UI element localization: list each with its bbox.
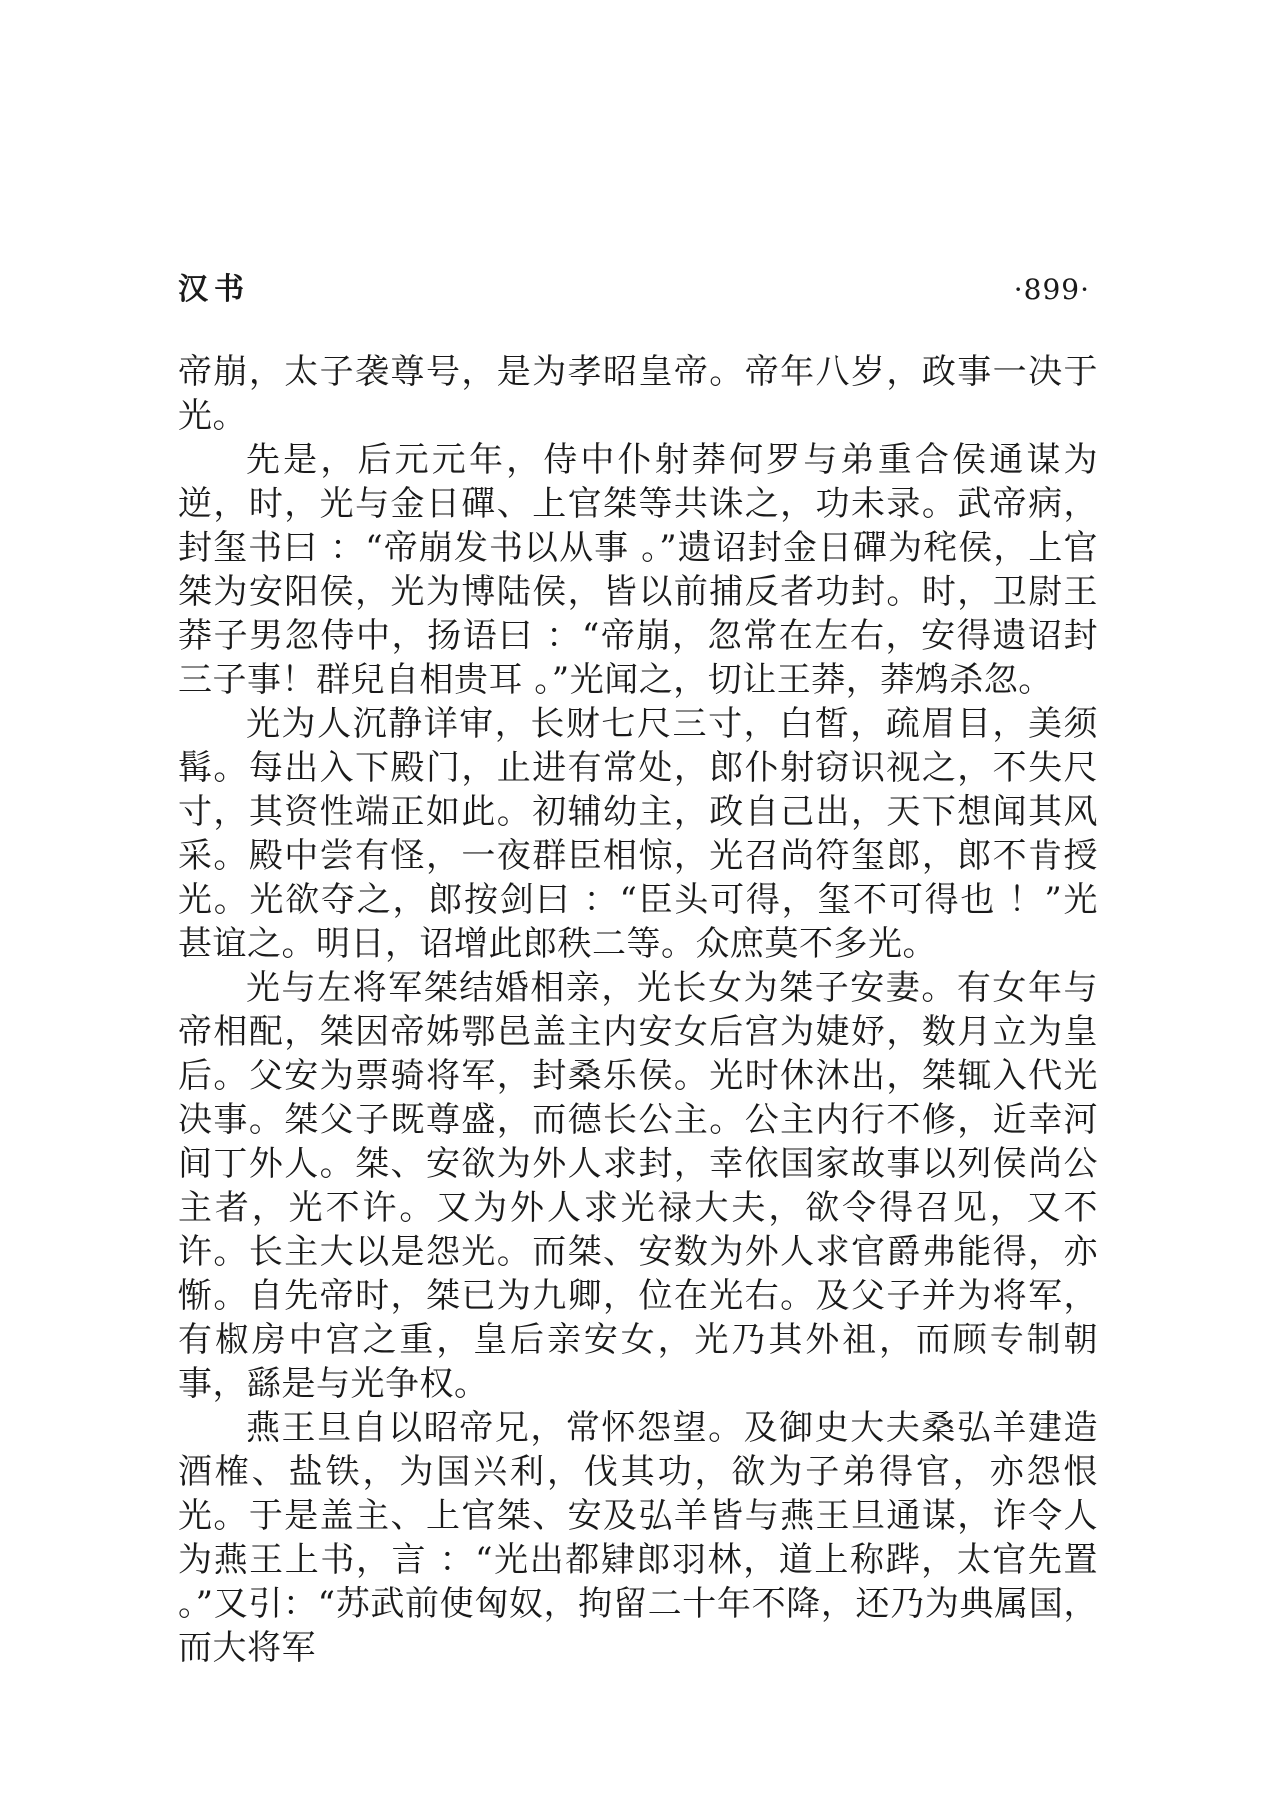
book-title: 汉书 <box>178 272 250 307</box>
page-number: ·899· <box>1013 273 1090 306</box>
paragraph-3: 光为人沉静详审，长财七尺三寸，白皙，疏眉目，美须髯。每出入下殿门，止进有常处，郎仆射窃识视之，不失尺寸，其资性端正如此。初辅幼主，政自己出，天下想闻其风采。殿中尝有怪，一夜群臣相惊，光召尚符玺郎，郎不肯授光。光欲夺之，郎按剑曰 ：“臣头可得，玺不可得也 ！”光甚谊之。明日，诏增此郎秩二等。众庶莫不多光。 <box>178 704 1098 964</box>
paragraph-2: 先是，后元元年，侍中仆射莽何罗与弟重合侯通谋为逆，时，光与金日磾、上官桀等共诛之，功未录。武帝病，封玺书曰 ：“帝崩发书以从事 。”遗诏封金日磾为秺侯，上官桀为安阳侯，光为博陆侯，皆以前捕反者功封。时，卫尉王莽子男忽侍中，扬语曰 ：“帝崩，忽常在左右，安得遗诏封三子事！群兒自相贵耳 。”光闻之，切让王莽，莽鸩杀忽。 <box>178 440 1098 700</box>
paragraph-1: 帝崩，太子袭尊号，是为孝昭皇帝。帝年八岁，政事一决于光。 <box>178 352 1098 436</box>
paragraph-4: 光与左将军桀结婚相亲，光长女为桀子安妻。有女年与帝相配，桀因帝姊鄂邑盖主内安女后宫为婕妤，数月立为皇后。父安为票骑将军，封桑乐侯。光时休沐出，桀辄入代光决事。桀父子既尊盛，而德长公主。公主内行不修，近幸河间丁外人。桀、安欲为外人求封，幸依国家故事以列侯尚公主者，光不许。又为外人求光禄大夫，欲令得召见，又不许。长主大以是怨光。而桀、安数为外人求官爵弗能得，亦惭。自先帝时，桀已为九卿，位在光右。及父子并为将军，有椒房中宫之重，皇后亲安女，光乃其外祖，而顾专制朝事，繇是与光争权。 <box>178 968 1098 1404</box>
body-text <box>178 350 1098 1670</box>
running-header <box>178 268 1090 312</box>
paragraph-5: 燕王旦自以昭帝兄，常怀怨望。及御史大夫桑弘羊建造酒榷、盐铁，为国兴利，伐其功，欲为子弟得官，亦怨恨光。于是盖主、上官桀、安及弘羊皆与燕王旦通谋，诈令人为燕王上书，言 ：“光出都肄郎羽林，道上称跸，太官先置 。”又引：“苏武前使匈奴，拘留二十年不降，还乃为典属国，而大将军 <box>178 1408 1098 1668</box>
